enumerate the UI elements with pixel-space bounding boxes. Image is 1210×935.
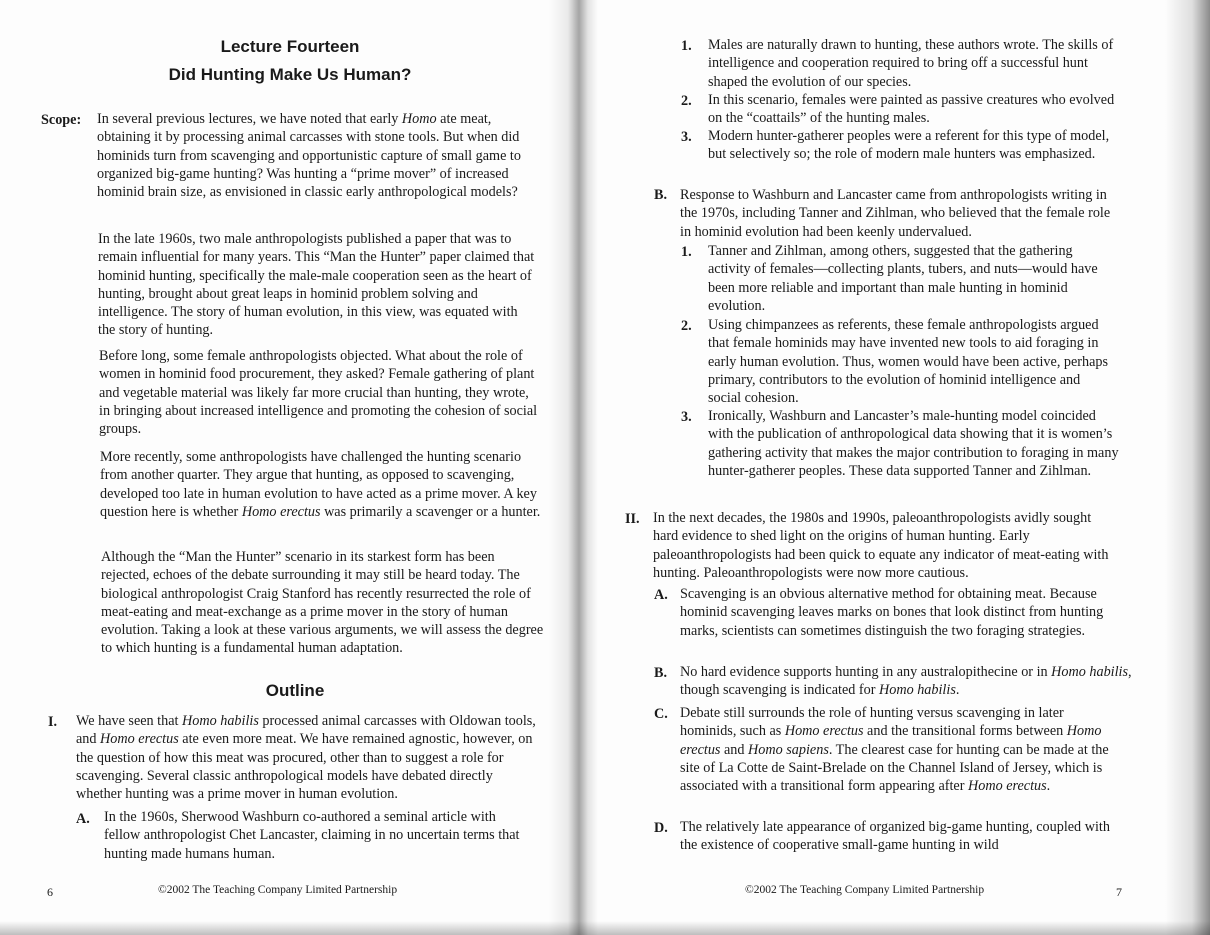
item-text: In this scenario, females were painted as passive creatures who evolved on the “coattails” of the hunting males. [708, 92, 1115, 127]
item-text: No hard evidence supports hunting in any australopithecine or in Homo habilis, though scavenging is indicated for Homo habilis. [680, 664, 1132, 699]
item-label: 1. [681, 244, 692, 260]
scope-paragraph-4: More recently, some anthropologists have challenged the hunting scenario from another quarter. They argue that hunting, as opposed to scavenging, developed too late in human evolution to have acted as a prime mover. A key question here is whether Homo erectus was primarily a scavenger or a hunter. [100, 449, 541, 520]
outline-heading: Outline [265, 681, 325, 700]
item-label: D. [654, 820, 668, 836]
outline-item-I-label: I. [48, 714, 58, 730]
scope-paragraph-2: In the late 1960s, two male anthropologists published a paper that was to remain influential for many years. This “Man the Hunter” paper claimed that hominid hunting, specifically the male-male cooperation seen as the heart of hunting, brought about great leaps in hominid problem solving and intelligence. The story of human evolution, in this view, was equated with the story of hunting. [98, 231, 535, 339]
item-text: Response to Washburn and Lancaster came from anthropologists writing in the 1970s, including Tanner and Zihlman, who believed that the female role in hominid evolution had been keenly undervalued. [680, 187, 1111, 240]
page-number-left: 6 [47, 885, 53, 899]
item-text: Using chimpanzees as referents, these female anthropologists argued that female hominids may have invented new tools to aid foraging in early human evolution. Thus, women would have been active, perhaps primary, contributors to the evolution of hominid intelligence and social cohesion. [708, 317, 1109, 407]
scope-label: Scope: [41, 112, 82, 128]
outline-item-IA-text: In the 1960s, Sherwood Washburn co-authored a seminal article with fellow anthropologist Chet Lancaster, claiming in no uncertain terms that hunting made humans human. [104, 809, 520, 862]
scope-paragraph-5: Although the “Man the Hunter” scenario in its starkest form has been rejected, echoes of the debate surrounding it may still be heard today. The biological anthropologist Craig Stanford has recently resurrected the role of meat-eating and meat-exchange as a prime mover in the story of human evolution. Taking a look at these various arguments, we will assess the degree to which hunting is a fundamental human adaptation. [101, 549, 544, 657]
outline-item-IA-label: A. [76, 811, 90, 827]
item-label: A. [654, 587, 668, 603]
item-text: Modern hunter-gatherer peoples were a referent for this type of model, but selectively so; the role of modern male hunters was emphasized. [708, 128, 1110, 163]
item-label: 2. [681, 318, 692, 334]
item-text: In the next decades, the 1980s and 1990s, paleoanthropologists avidly sought hard evidence to shed light on the origins of human hunting. Early paleoanthropologists had been quick to equate any indicator of meat-eating with hunting. Paleoanthropologists were now more cautious. [653, 510, 1109, 581]
page-edge-shadow [1165, 0, 1210, 935]
item-text: Tanner and Zihlman, among others, suggested that the gathering activity of females—collecting plants, tubers, and nuts—would have been more reliable and important than male hunting in hominid evolution. [708, 243, 1098, 314]
lecture-title: Lecture Fourteen [220, 37, 360, 56]
item-label: C. [654, 706, 668, 722]
item-label: B. [654, 665, 668, 681]
footer-right: ©2002 The Teaching Company Limited Partnership [745, 884, 985, 896]
item-text: The relatively late appearance of organized big-game hunting, coupled with the existence of cooperative small-game hunting in wild [680, 819, 1110, 854]
item-text: Scavenging is an obvious alternative method for obtaining meat. Because hominid scavenging leaves marks on bones that look distinct from hunting marks, scientists can sometimes distinguish the two foraging strategies. [680, 586, 1104, 639]
item-label: 3. [681, 129, 692, 145]
item-text: Debate still surrounds the role of hunting versus scavenging in later hominids, such as Homo erectus and the transitional forms between Homo erectus and Homo sapiens. The clearest case for hunting can be made at the site of La Cotte de Saint-Brelade on the Channel Island of Jersey, which is associated with a transitional form appearing after Homo erectus. [680, 705, 1109, 795]
item-label: II. [625, 511, 640, 527]
item-label: 2. [681, 93, 692, 109]
outline-item-I-text: We have seen that Homo habilis processed animal carcasses with Oldowan tools, and Homo erectus ate even more meat. We have remained agnostic, however, on the question of how this meat was procured, other than to suggest a role for scavenging. Several classic anthropological models have debated directly whether hunting was a prime mover in human evolution. [76, 713, 536, 803]
item-label: 3. [681, 409, 692, 425]
item-label: B. [654, 187, 668, 203]
bottom-edge-shadow [0, 921, 1210, 935]
item-text: Males are naturally drawn to hunting, these authors wrote. The skills of intelligence and cooperation required to bring off a successful hunt shaped the evolution of our species. [708, 37, 1114, 90]
footer-left: ©2002 The Teaching Company Limited Partnership [158, 884, 398, 896]
item-label: 1. [681, 38, 692, 54]
scope-paragraph-1: In several previous lectures, we have noted that early Homo ate meat, obtaining it by processing animal carcasses with stone tools. But when did hominids turn from scavenging and opportunistic capture of small game to organized big-game hunting? Was hunting a “prime mover” of increased hominid brain size, as envisioned in classic early anthropological models? [97, 111, 521, 201]
item-text: Ironically, Washburn and Lancaster’s male-hunting model coincided with the publication of anthropological data showing that it is women’s gathering activity that makes the major contribution to foraging in many hunter-gatherer peoples. These data supported Tanner and Zihlman. [708, 408, 1119, 479]
scope-paragraph-3: Before long, some female anthropologists objected. What about the role of women in hominid food procurement, they asked? Female gathering of plant and vegetable material was likely far more crucial than hunting, they wrote, in bringing about increased intelligence and promoting the cohesion of social groups. [99, 348, 538, 438]
page-number-right: 7 [1116, 885, 1122, 899]
book-gutter-shadow [548, 0, 598, 935]
lecture-subtitle: Did Hunting Make Us Human? [168, 65, 412, 84]
